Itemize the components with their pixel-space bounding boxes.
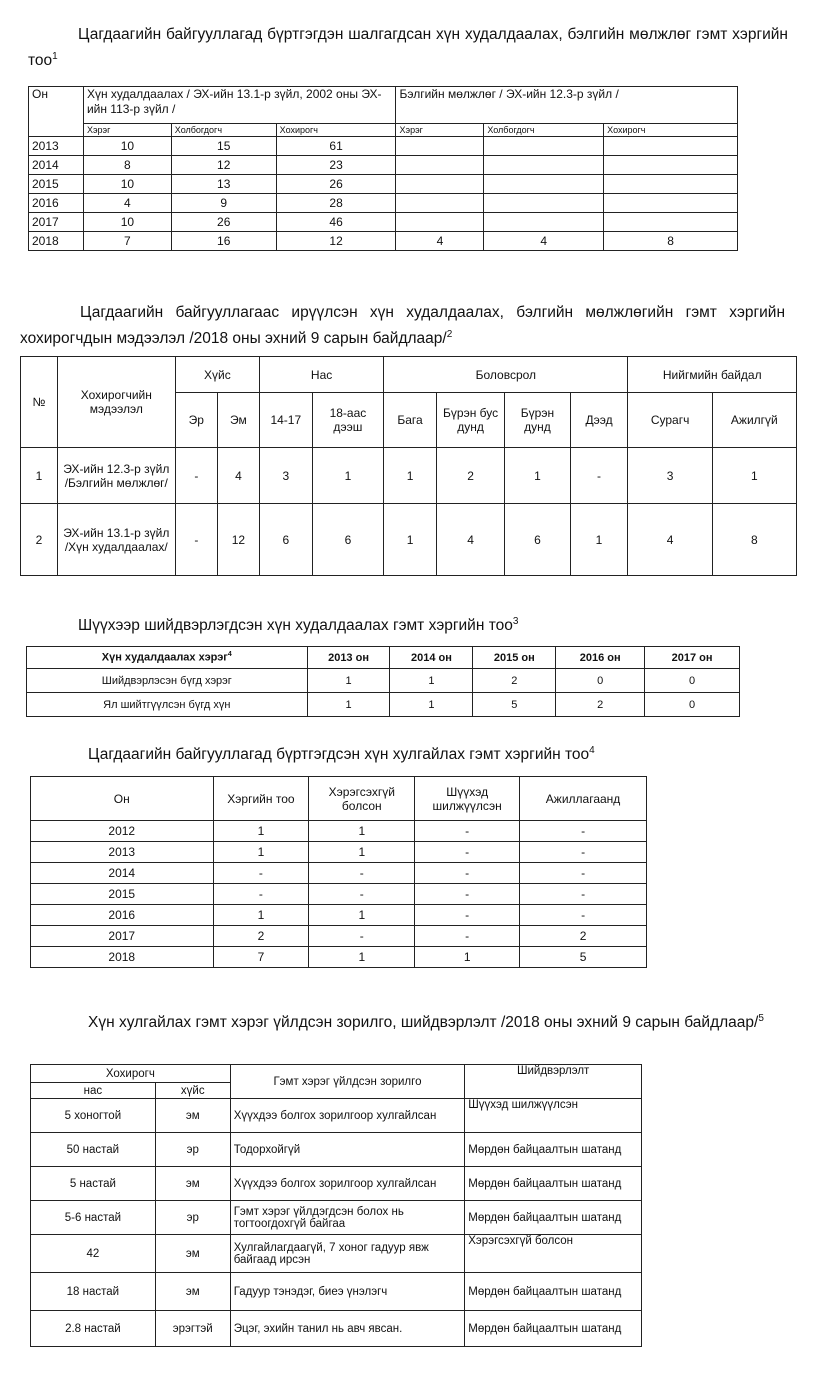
subheader: Хохирогч bbox=[604, 124, 738, 137]
header-age: нас bbox=[31, 1083, 156, 1099]
cell-sex: эм bbox=[155, 1273, 230, 1311]
footnote-ref: 5 bbox=[758, 1013, 764, 1024]
cell: - bbox=[309, 863, 415, 884]
cell: 1 bbox=[570, 504, 628, 576]
table-row bbox=[31, 926, 647, 947]
cell-label: Ял шийтгүүлсэн бүгд хүн bbox=[27, 693, 308, 717]
header-victim-info: Хохирогчийн мэдээлэл bbox=[57, 357, 175, 448]
cell-age: 18 настай bbox=[31, 1273, 156, 1311]
cell-year: 2014 bbox=[29, 156, 84, 175]
cell: 10 bbox=[83, 213, 171, 232]
cell: 7 bbox=[213, 947, 309, 968]
header-in-progress: Ажиллагаанд bbox=[520, 777, 647, 821]
footnote-ref: 2 bbox=[446, 329, 453, 340]
table3 bbox=[26, 646, 740, 717]
cell: - bbox=[415, 821, 520, 842]
table-row bbox=[27, 669, 740, 693]
footnote-ref: 3 bbox=[512, 616, 519, 627]
table-row bbox=[21, 448, 797, 504]
cell: 7 bbox=[83, 232, 171, 251]
cell: 3 bbox=[628, 448, 712, 504]
table2 bbox=[20, 356, 797, 576]
cell: 3 bbox=[259, 448, 312, 504]
cell: 1 bbox=[309, 905, 415, 926]
cell-age: 42 bbox=[31, 1235, 156, 1273]
cell-year: 2013 bbox=[29, 137, 84, 156]
cell-year: 2018 bbox=[31, 947, 214, 968]
cell: 10 bbox=[83, 175, 171, 194]
cell: 1 bbox=[309, 947, 415, 968]
cell-number: 1 bbox=[21, 448, 58, 504]
cell: 12 bbox=[217, 504, 259, 576]
cell-sex: эм bbox=[155, 1235, 230, 1273]
cell bbox=[484, 213, 604, 232]
cell bbox=[396, 175, 484, 194]
cell: 8 bbox=[604, 232, 738, 251]
cell: 4 bbox=[83, 194, 171, 213]
cell: 10 bbox=[83, 137, 171, 156]
cell: 28 bbox=[276, 194, 396, 213]
header-sex: хүйс bbox=[155, 1083, 230, 1099]
subheader: Ажилгүй bbox=[712, 393, 796, 448]
cell: 5 bbox=[473, 693, 556, 717]
cell-result: Хэрэгсэхгүй болсон bbox=[465, 1235, 642, 1273]
cell: 1 bbox=[309, 821, 415, 842]
cell bbox=[604, 137, 738, 156]
cell: 0 bbox=[645, 693, 740, 717]
cell: - bbox=[520, 842, 647, 863]
cell-year: 2015 bbox=[31, 884, 214, 905]
cell bbox=[604, 194, 738, 213]
footnote-ref: 1 bbox=[52, 51, 58, 62]
header-year: 2013 он bbox=[307, 647, 390, 669]
footnote-ref: 4 bbox=[589, 745, 595, 756]
cell: 1 bbox=[312, 448, 384, 504]
cell: 1 bbox=[307, 693, 390, 717]
cell: 6 bbox=[505, 504, 570, 576]
cell: - bbox=[520, 863, 647, 884]
cell-result: Мөрдөн байцаалтын шатанд bbox=[465, 1201, 642, 1235]
subheader: Хэрэг bbox=[396, 124, 484, 137]
cell-age: 50 настай bbox=[31, 1133, 156, 1167]
subheader: Хэрэг bbox=[83, 124, 171, 137]
header-year: Он bbox=[31, 777, 214, 821]
cell: 1 bbox=[384, 448, 437, 504]
cell-result: Мөрдөн байцаалтын шатанд bbox=[465, 1311, 642, 1347]
table1-title bbox=[28, 24, 788, 72]
cell-purpose: Тодорхойгүй bbox=[230, 1133, 465, 1167]
cell: 61 bbox=[276, 137, 396, 156]
cell: - bbox=[520, 821, 647, 842]
cell bbox=[396, 156, 484, 175]
cell: 1 bbox=[390, 669, 473, 693]
cell-purpose: Гадуур тэнэдэг, биеэ үнэлэгч bbox=[230, 1273, 465, 1311]
cell-year: 2015 bbox=[29, 175, 84, 194]
cell bbox=[396, 213, 484, 232]
cell: 12 bbox=[276, 232, 396, 251]
cell-sex: эрэгтэй bbox=[155, 1311, 230, 1347]
table2-title-text: Цагдаагийн байгууллагаас ирүүлсэн хүн худалдаалах, бэлгийн мөлжлөгийн гэмт хэргийн хохирогчдын мэдээлэл /2018 оны эхний 9 сарын байдлаар/ bbox=[20, 304, 785, 348]
table-row bbox=[27, 693, 740, 717]
cell: 26 bbox=[276, 175, 396, 194]
table-row bbox=[29, 213, 738, 232]
cell bbox=[604, 156, 738, 175]
cell: 4 bbox=[436, 504, 504, 576]
cell: 8 bbox=[712, 504, 796, 576]
cell: - bbox=[415, 884, 520, 905]
header-number: № bbox=[21, 357, 58, 448]
table-row bbox=[31, 947, 647, 968]
header-year: 2014 он bbox=[390, 647, 473, 669]
header-dismissed: Хэрэгсэхгүй болсон bbox=[309, 777, 415, 821]
cell-result: Мөрдөн байцаалтын шатанд bbox=[465, 1273, 642, 1311]
table-row bbox=[31, 863, 647, 884]
table-row bbox=[29, 137, 738, 156]
cell-year: 2017 bbox=[31, 926, 214, 947]
cell bbox=[604, 213, 738, 232]
cell: 4 bbox=[628, 504, 712, 576]
table-row bbox=[21, 504, 797, 576]
cell-sex: эр bbox=[155, 1201, 230, 1235]
cell: 1 bbox=[505, 448, 570, 504]
cell: 13 bbox=[171, 175, 276, 194]
cell: - bbox=[175, 448, 217, 504]
header-age: Нас bbox=[259, 357, 383, 393]
cell-label: Шийдвэрлэсэн бүгд хэрэг bbox=[27, 669, 308, 693]
cell: - bbox=[415, 842, 520, 863]
cell: - bbox=[415, 863, 520, 884]
cell: 1 bbox=[213, 821, 309, 842]
cell bbox=[396, 194, 484, 213]
cell: 2 bbox=[520, 926, 647, 947]
cell: 6 bbox=[259, 504, 312, 576]
cell-year: 2013 bbox=[31, 842, 214, 863]
header-to-court: Шүүхэд шилжүүлсэн bbox=[415, 777, 520, 821]
cell bbox=[604, 175, 738, 194]
cell: 23 bbox=[276, 156, 396, 175]
table-row bbox=[31, 884, 647, 905]
cell: 2 bbox=[436, 448, 504, 504]
cell: 4 bbox=[396, 232, 484, 251]
table5-title-text: Хүн хулгайлах гэмт хэрэг үйлдсэн зорилго, шийдвэрлэлт /2018 оны эхний 9 сарын байдлаар/ bbox=[88, 1014, 759, 1032]
cell: 1 bbox=[712, 448, 796, 504]
cell-year: 2016 bbox=[29, 194, 84, 213]
subheader: Холбогдогч bbox=[484, 124, 604, 137]
footnote-ref: 4 bbox=[227, 651, 232, 659]
cell: 1 bbox=[390, 693, 473, 717]
header-first-text: Хүн худалдаалах хэрэг bbox=[101, 651, 228, 664]
cell: 46 bbox=[276, 213, 396, 232]
cell-sex: эм bbox=[155, 1099, 230, 1133]
cell: - bbox=[309, 884, 415, 905]
cell: 0 bbox=[645, 669, 740, 693]
subheader: Бүрэн бус дунд bbox=[436, 393, 504, 448]
cell-result: Мөрдөн байцаалтын шатанд bbox=[465, 1133, 642, 1167]
header-purpose: Гэмт хэрэг үйлдсэн зорилго bbox=[230, 1065, 465, 1099]
cell-result: Мөрдөн байцаалтын шатанд bbox=[465, 1167, 642, 1201]
subheader: Бүрэн дунд bbox=[505, 393, 570, 448]
cell: 26 bbox=[171, 213, 276, 232]
cell: 12 bbox=[171, 156, 276, 175]
cell-year: 2016 bbox=[31, 905, 214, 926]
cell: 1 bbox=[213, 842, 309, 863]
table-row bbox=[31, 1167, 642, 1201]
cell: 1 bbox=[213, 905, 309, 926]
cell bbox=[484, 194, 604, 213]
cell: 6 bbox=[312, 504, 384, 576]
cell: - bbox=[520, 884, 647, 905]
table4-title bbox=[88, 740, 728, 766]
table-row bbox=[31, 842, 647, 863]
cell: - bbox=[213, 863, 309, 884]
cell: 16 bbox=[171, 232, 276, 251]
cell: - bbox=[520, 905, 647, 926]
subheader: Сурагч bbox=[628, 393, 712, 448]
cell bbox=[484, 175, 604, 194]
cell-year: 2014 bbox=[31, 863, 214, 884]
cell-purpose: Гэмт хэрэг үйлдэгдсэн болох нь тогтоогдохгүй байгаа bbox=[230, 1201, 465, 1235]
cell-purpose: Хүүхдээ болгох зорилгоор хулгайлсан bbox=[230, 1167, 465, 1201]
subheader: Эм bbox=[217, 393, 259, 448]
cell: 1 bbox=[384, 504, 437, 576]
cell: 2 bbox=[213, 926, 309, 947]
table-row bbox=[29, 156, 738, 175]
cell-number: 2 bbox=[21, 504, 58, 576]
table1-title-text: Цагдаагийн байгууллагад бүртгэгдэн шалгагдсан хүн худалдаалах, бэлгийн мөлжлөг гэмт хэргийн тоо bbox=[28, 26, 788, 70]
header-sexual-exploitation: Бэлгийн мөлжлөг / ЭХ-ийн 12.3-р зүйл / bbox=[396, 87, 738, 124]
table-row bbox=[29, 175, 738, 194]
cell: 15 bbox=[171, 137, 276, 156]
cell-year: 2017 bbox=[29, 213, 84, 232]
cell-age: 5 хоногтой bbox=[31, 1099, 156, 1133]
cell: - bbox=[570, 448, 628, 504]
cell: - bbox=[415, 926, 520, 947]
cell-year: 2012 bbox=[31, 821, 214, 842]
subheader: Холбогдогч bbox=[171, 124, 276, 137]
table4-title-text: Цагдаагийн байгууллагад бүртгэгдсэн хүн хулгайлах гэмт хэргийн тоо bbox=[88, 746, 590, 764]
header-trafficking: Хүн худалдаалах / ЭХ-ийн 13.1-р зүйл, 2002 оны ЭХ-ийн 113-р зүйл / bbox=[83, 87, 396, 124]
table-row bbox=[31, 1273, 642, 1311]
table-row bbox=[31, 905, 647, 926]
header-education: Боловсрол bbox=[384, 357, 628, 393]
header-case-count: Хэргийн тоо bbox=[213, 777, 309, 821]
table-row bbox=[31, 821, 647, 842]
table-row bbox=[31, 1133, 642, 1167]
header-social-status: Нийгмийн байдал bbox=[628, 357, 797, 393]
subheader: Хохирогч bbox=[276, 124, 396, 137]
table3-title-text: Шүүхээр шийдвэрлэгдсэн хүн худалдаалах гэмт хэргийн тоо bbox=[78, 617, 513, 635]
table4 bbox=[30, 776, 647, 968]
cell: 4 bbox=[217, 448, 259, 504]
cell: 4 bbox=[484, 232, 604, 251]
cell-age: 2.8 настай bbox=[31, 1311, 156, 1347]
header-result: Шийдвэрлэлт bbox=[465, 1065, 642, 1099]
table-row bbox=[31, 1235, 642, 1273]
table5 bbox=[30, 1064, 642, 1347]
subheader: 18-аас дээш bbox=[312, 393, 384, 448]
cell-age: 5-6 настай bbox=[31, 1201, 156, 1235]
cell: - bbox=[213, 884, 309, 905]
table-row bbox=[31, 1099, 642, 1133]
cell: 2 bbox=[473, 669, 556, 693]
cell bbox=[396, 137, 484, 156]
header-first bbox=[27, 647, 308, 669]
header-sex: Хүйс bbox=[175, 357, 259, 393]
table-row bbox=[29, 194, 738, 213]
subheader: Дээд bbox=[570, 393, 628, 448]
table-row bbox=[31, 1311, 642, 1347]
cell bbox=[484, 156, 604, 175]
cell-purpose: Хүүхдээ болгох зорилгоор хулгайлсан bbox=[230, 1099, 465, 1133]
cell: 8 bbox=[83, 156, 171, 175]
subheader: 14-17 bbox=[259, 393, 312, 448]
cell: - bbox=[175, 504, 217, 576]
cell-year: 2018 bbox=[29, 232, 84, 251]
cell-result: Шүүхэд шилжүүлсэн bbox=[465, 1099, 642, 1133]
cell bbox=[484, 137, 604, 156]
subheader: Бага bbox=[384, 393, 437, 448]
cell-info: ЭХ-ийн 12.3-р зүйл /Бэлгийн мөлжлөг/ bbox=[57, 448, 175, 504]
table2-title bbox=[20, 302, 785, 350]
header-year: Он bbox=[29, 87, 84, 137]
subheader: Эр bbox=[175, 393, 217, 448]
cell-sex: эм bbox=[155, 1167, 230, 1201]
table1 bbox=[28, 86, 738, 251]
cell-purpose: Хулгайлагдаагүй, 7 хоног гадуур явж байгаад ирсэн bbox=[230, 1235, 465, 1273]
cell: 9 bbox=[171, 194, 276, 213]
cell-age: 5 настай bbox=[31, 1167, 156, 1201]
cell: 0 bbox=[556, 669, 645, 693]
cell-info: ЭХ-ийн 13.1-р зүйл /Хүн худалдаалах/ bbox=[57, 504, 175, 576]
cell-purpose: Эцэг, эхийн танил нь авч явсан. bbox=[230, 1311, 465, 1347]
cell: - bbox=[415, 905, 520, 926]
cell-sex: эр bbox=[155, 1133, 230, 1167]
cell: 1 bbox=[309, 842, 415, 863]
header-year: 2015 он bbox=[473, 647, 556, 669]
table5-title bbox=[28, 1008, 790, 1034]
header-year: 2016 он bbox=[556, 647, 645, 669]
cell: 2 bbox=[556, 693, 645, 717]
header-victim: Хохирогч bbox=[31, 1065, 231, 1083]
cell: - bbox=[309, 926, 415, 947]
header-year: 2017 он bbox=[645, 647, 740, 669]
table3-title bbox=[78, 611, 718, 637]
cell: 1 bbox=[307, 669, 390, 693]
cell: 5 bbox=[520, 947, 647, 968]
table-row bbox=[29, 232, 738, 251]
table-row bbox=[31, 1201, 642, 1235]
cell: 1 bbox=[415, 947, 520, 968]
